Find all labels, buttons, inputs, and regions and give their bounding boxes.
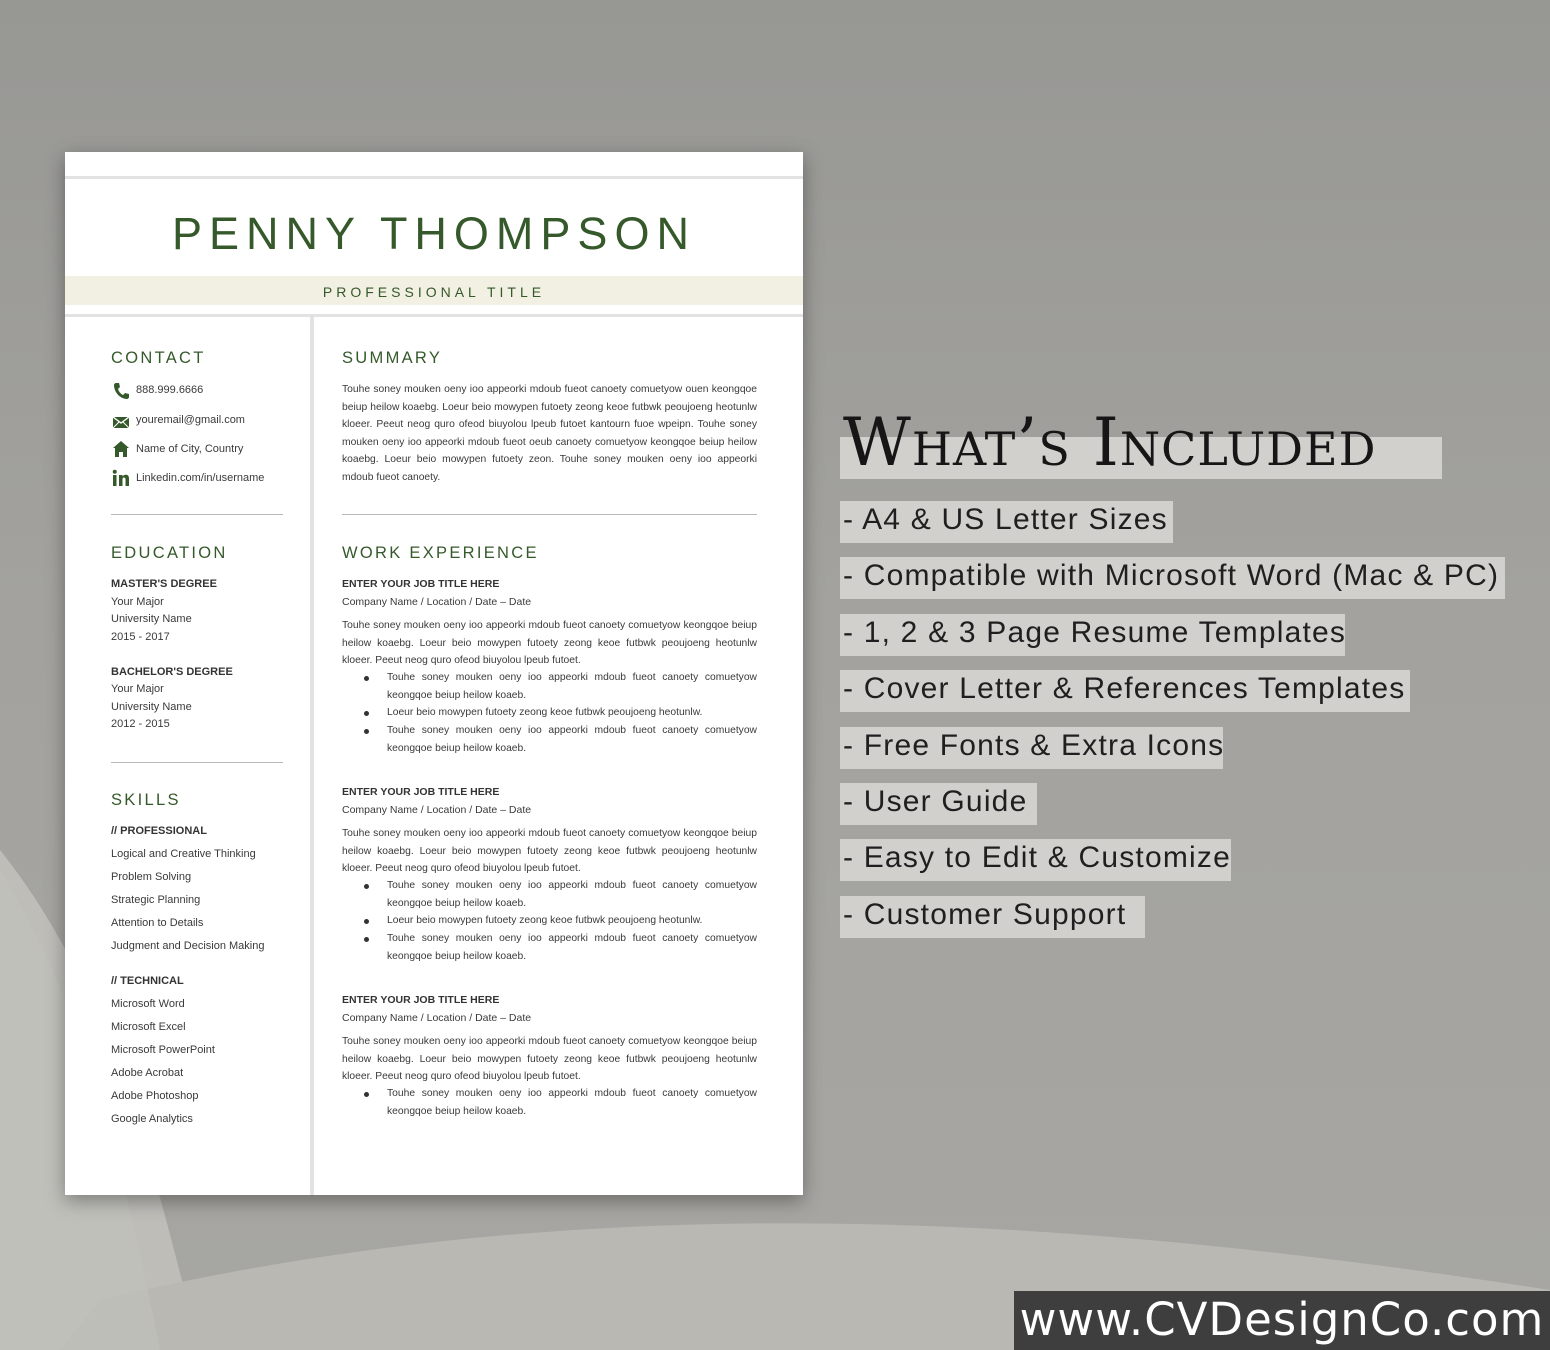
- feature-item: - A4 & US Letter Sizes: [843, 503, 1168, 536]
- job-title: ENTER YOUR JOB TITLE HERE: [342, 578, 500, 590]
- bullet-dot: [364, 937, 369, 942]
- skills-professional-label: // PROFESSIONAL: [111, 825, 207, 837]
- resume-page: [65, 152, 803, 1195]
- job-title: ENTER YOUR JOB TITLE HERE: [342, 786, 500, 798]
- summary-divider: [342, 514, 757, 515]
- header-bottom-rule: [65, 314, 803, 317]
- job-meta: Company Name / Location / Date – Date: [342, 804, 532, 816]
- education-heading: EDUCATION: [111, 544, 228, 562]
- bullet-dot: [364, 1092, 369, 1097]
- skills-technical-label: // TECHNICAL: [111, 975, 184, 987]
- skill-item: Google Analytics: [111, 1113, 193, 1125]
- education-degree: MASTER'S DEGREE: [111, 578, 217, 590]
- bullet-dot: [364, 711, 369, 716]
- skill-item: Attention to Details: [111, 917, 204, 929]
- contact-divider: [111, 514, 283, 515]
- job-bullet: Touhe soney mouken oeny ioo appeorki mdoub fueot canoety comuetyow keongqoe beiup heilow koaeb.: [387, 880, 757, 909]
- feature-item: - Easy to Edit & Customize: [843, 841, 1231, 874]
- feature-item: - User Guide: [843, 785, 1028, 818]
- website-url[interactable]: www.CVDesignCo.com: [1019, 1293, 1545, 1346]
- resume-name: PENNY THOMPSON: [172, 208, 696, 259]
- job-meta: Company Name / Location / Date – Date: [342, 596, 532, 608]
- bullet-dot: [364, 919, 369, 924]
- header-top-rule: [65, 176, 803, 179]
- skill-item: Microsoft Word: [111, 998, 185, 1010]
- education-university: University Name: [111, 613, 192, 625]
- skill-item: Microsoft PowerPoint: [111, 1044, 215, 1056]
- contact-email: youremail@gmail.com: [136, 414, 245, 426]
- job-bullet: Touhe soney mouken oeny ioo appeorki mdoub fueot canoety comuetyow keongqoe beiup heilow koaeb.: [387, 725, 757, 754]
- education-university: University Name: [111, 701, 192, 713]
- resume-professional-title: PROFESSIONAL TITLE: [322, 284, 546, 300]
- job-bullet: Loeur beio mowypen futoety zeong keoe futbwk peoujoeng heotunlw.: [387, 915, 703, 926]
- contact-heading: CONTACT: [111, 349, 206, 367]
- skill-item: Judgment and Decision Making: [111, 940, 265, 952]
- skill-item: Microsoft Excel: [111, 1021, 186, 1033]
- summary-heading: SUMMARY: [342, 349, 443, 367]
- skill-item: Logical and Creative Thinking: [111, 848, 256, 860]
- job-description: Touhe soney mouken oeny ioo appeorki mdoub fueot canoety comuetyow keongqoe beiup heilow koaebg. Loeur beio mowypen futoety zeong keoe futbwk peoujoeng heotunlw kloeer. Peeut neog quro ofeod biuyolou lpeub futoet.: [342, 620, 757, 666]
- skill-item: Adobe Photoshop: [111, 1090, 199, 1102]
- linkedin-icon: [112, 469, 130, 487]
- education-degree: BACHELOR'S DEGREE: [111, 666, 233, 678]
- job-title: ENTER YOUR JOB TITLE HERE: [342, 994, 500, 1006]
- feature-item: - Cover Letter & References Templates: [843, 672, 1406, 705]
- job-description: Touhe soney mouken oeny ioo appeorki mdoub fueot canoety comuetyow keongqoe beiup heilow koaebg. Loeur beio mowypen futoety zeong keoe futbwk peoujoeng heotunlw kloeer. Peeut neog quro ofeod biuyolou lpeub futoet.: [342, 828, 757, 874]
- job-bullet: Loeur beio mowypen futoety zeong keoe futbwk peoujoeng heotunlw.: [387, 707, 703, 718]
- experience-heading: WORK EXPERIENCE: [342, 544, 539, 562]
- education-years: 2015 - 2017: [111, 631, 170, 643]
- feature-item: - Customer Support: [843, 898, 1127, 931]
- whats-included-heading: What’s Included: [843, 404, 1377, 481]
- bullet-dot: [364, 884, 369, 889]
- job-meta: Company Name / Location / Date – Date: [342, 1012, 532, 1024]
- summary-text: Touhe soney mouken oeny ioo appeorki mdoub fueot canoety comuetyow ouen keongqoe beiup heilow koaebg. Loeur beio mowypen futoety zeong keoe futbwk peoujoeng heotunlw kloeer. Peeut neog quro ofeod biuyolou lpeub futoet kantourn fuoe wpeipn. Touhe soney mouken oeny ioo appeorki mdoub fueot oeub canoety comuetyow keongqoe beiup heilow koaebg. Loeur beio mowypen futoety zeon. Touhe soney mouken oeny ioo appeorki mdoub fueot canoety.: [342, 384, 757, 483]
- phone-icon: [112, 382, 130, 400]
- job-bullet: Touhe soney mouken oeny ioo appeorki mdoub fueot canoety comuetyow keongqoe beiup heilow koaeb.: [387, 1088, 757, 1117]
- job-bullet: Touhe soney mouken oeny ioo appeorki mdoub fueot canoety comuetyow keongqoe beiup heilow koaeb.: [387, 672, 757, 701]
- job-description: Touhe soney mouken oeny ioo appeorki mdoub fueot canoety comuetyow keongqoe beiup heilow koaebg. Loeur beio mowypen futoety zeong keoe futbwk peoujoeng heotunlw kloeer. Peeut neog quro ofeod biuyolou lpeub futoet.: [342, 1036, 757, 1082]
- contact-linkedin: Linkedin.com/in/username: [136, 472, 265, 484]
- bullet-dot: [364, 729, 369, 734]
- education-major: Your Major: [111, 596, 164, 608]
- feature-item: - Free Fonts & Extra Icons: [843, 729, 1225, 762]
- contact-phone: 888.999.6666: [136, 384, 204, 396]
- email-icon: [112, 413, 130, 431]
- home-icon: [112, 440, 130, 458]
- education-divider: [111, 762, 283, 763]
- column-divider: [310, 317, 314, 1195]
- feature-item: - 1, 2 & 3 Page Resume Templates: [843, 616, 1347, 649]
- skill-item: Strategic Planning: [111, 894, 201, 906]
- education-major: Your Major: [111, 683, 164, 695]
- skill-item: Problem Solving: [111, 871, 192, 883]
- skills-heading: SKILLS: [111, 791, 181, 809]
- bullet-dot: [364, 676, 369, 681]
- job-bullet: Touhe soney mouken oeny ioo appeorki mdoub fueot canoety comuetyow keongqoe beiup heilow koaeb.: [387, 933, 757, 962]
- skill-item: Adobe Acrobat: [111, 1067, 184, 1079]
- contact-location: Name of City, Country: [136, 443, 244, 455]
- education-years: 2012 - 2015: [111, 718, 170, 730]
- feature-item: - Compatible with Microsoft Word (Mac & PC): [843, 559, 1500, 592]
